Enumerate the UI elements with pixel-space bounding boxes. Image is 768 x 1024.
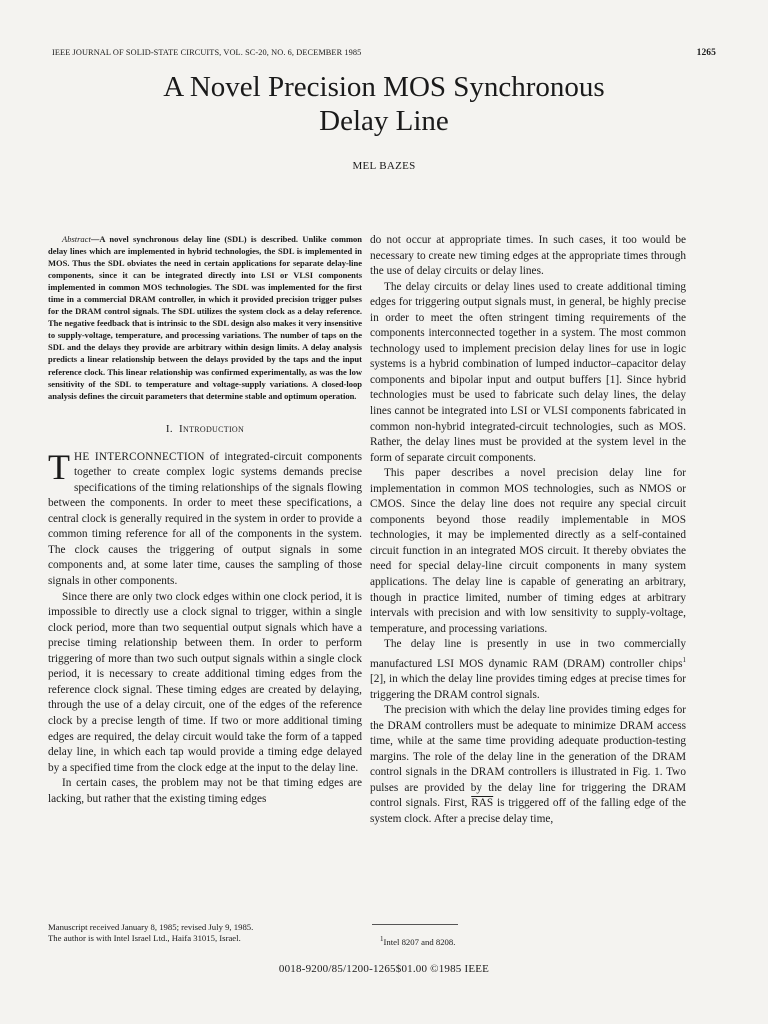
affiliation-note: The author is with Intel Israel Ltd., Haifa 31015, Israel.	[48, 932, 241, 943]
footnote-marker: 1	[682, 655, 686, 664]
footnote-mark: 1	[380, 935, 384, 943]
lead-caps: HE INTERCONNECTION	[74, 450, 205, 463]
abstract-label: Abstract	[62, 234, 91, 244]
left-body-text	[48, 446, 362, 808]
paper-title	[60, 70, 708, 138]
paragraph: do not occur at appropriate times. In such cases, it too would be necessary to create new timing edges at the appropriate times through the use of delay circuits or delay lines.	[370, 234, 686, 278]
section-title: Introduction	[179, 422, 245, 435]
author-name: MEL BAZES	[352, 160, 416, 172]
paragraph-text: is triggered off of the falling edge of the system clock. After a precise delay time,	[370, 797, 686, 825]
paragraph-text: [2], in which the delay line provides timing edges at precise times for triggering the DRAM control signals.	[370, 673, 686, 701]
paragraph-text: The delay line is presently in use in two commercially manufactured LSI MOS dynamic RAM (DRAM) controller chips	[370, 638, 686, 670]
title-line-2: Delay Line	[319, 105, 449, 137]
footnote-text: Intel 8207 and 8208.	[383, 936, 456, 947]
abstract-text: —A novel synchronous delay line (SDL) is described. Unlike common delay lines which are implemented in hybrid technologies, the SDL is implemented in MOS. Thus the SDL obviates the need in certain applications for separate delay-line components, since it can be integrated directly into LSI or VLSI components implemented in common MOS technologies. The SDL was implemented for the first time in a commercial DRAM controller, in which it provided precision trigger pulses for the DRAM control signals. The SDL utilizes the system clock as a delay reference. The negative feedback that is intrinsic to the SDL design also makes it very insensitive to supply-voltage, temperature, and processing variations. The number of taps on the SDL and the delays they provide are arbitrary within design limits. A delay analysis predicts a linear relationship between the delays provided by the taps and the input reference clock. This linear relationship was confirmed experimentally, as was the low sensitivity of the SDL to temperature and voltage-supply variations. A closed-loop analysis defines the circuit parameters that determine stable and optimum operation.	[48, 234, 362, 401]
paragraph-text: of integrated-circuit components together to create complex logic systems demands precise specifications of the timing relationships of the signals flowing between the components. In order to meet these specifications, a central clock is generally required in the system in order to provide a common timing reference for all of the components in the system. The clock causes the triggering of output signals in some components and, at some later time, causes the sampling of those signals in other components.	[48, 450, 362, 588]
paragraph: Since there are only two clock edges within one clock period, it is impossible to directly use a clock signal to trigger, within a single clock period, more than two sequential output signals which have a precise timing relationship between them. In order to perform triggering of more than two such output signals within a single clock period, it is necessary to create additional timing edges from the reference clock signal. These timing edges are created by delaying, through the use of a delay circuit, one of the edges of the reference clock by a precise length of time. If two or more additional timing edges are required, the delay circuit would take the form of a tapped delay line, in which each tap would provide a timing edge delayed by a specified time from the clock edge at the input to the delay line.	[48, 590, 362, 774]
paragraph: This paper describes a novel precision delay line for implementation in common MOS technologies, such as NMOS or CMOS. Since the delay line does not require any special circuit components beyond those readily implementable in MOS technologies, it may be implemented directly as a self-contained circuit function in an integrated MOS circuit. It thereby obviates the need for special delay-line circuit components in many system applications. The delay line is capable of generating an arbitrary, though in practice limited, number of timing edges at arbitrary intervals with precision and with low sensitivity to supply-voltage, temperature, and processing variations.	[370, 467, 686, 635]
received-note: Manuscript received January 8, 1985; revised July 9, 1985.	[48, 922, 254, 932]
ras-signal: $\overline{RAS}$	[471, 797, 494, 810]
page-number: 1265	[696, 48, 716, 58]
copyright-line: 0018-9200/85/1200-1265$01.00 ©1985 IEEE	[278, 963, 490, 975]
abstract	[48, 233, 362, 402]
paragraph	[370, 703, 686, 827]
section-number: I.	[165, 422, 173, 435]
drop-cap: T	[48, 446, 70, 487]
footnote-rule	[372, 924, 458, 925]
left-column	[48, 233, 362, 807]
chip-footnote	[380, 934, 680, 947]
paragraph: The delay circuits or delay lines used to create additional timing edges for triggering output signals must, in general, be highly precise in order to meet the often stringent timing requirements of the components interconnected together in a system. The most common technology used to implement precision delay lines for use in logic systems is a hybrid combination of lumped inductor–capacitor delay components and bipolar input and output buffers [1]. Since hybrid technologies must be used to fabricate such delay lines, the delay lines cannot be integrated into LSI or VLSI components fabricated in common non-hybrid integrated-circuit technologies, such as MOS. Rather, the delay lines must be provided at the system level in the form of separate circuit components.	[370, 280, 686, 464]
paragraph	[370, 637, 686, 703]
paragraph: In certain cases, the problem may not be that timing edges are lacking, but rather that the existing timing edges	[48, 777, 362, 805]
title-line-1: A Novel Precision MOS Synchronous	[163, 71, 605, 103]
paragraph	[48, 446, 362, 590]
paragraph-text: The precision with which the delay line provides timing edges for the DRAM controllers must be adequate to minimize DRAM access time, while at the same time providing adequate production-testing margins. The role of the delay line in the generation of the DRAM control signals in the DRAM controllers is illustrated in Fig. 1. Two pulses are provided by the delay line for triggering the DRAM control signals. First,	[370, 704, 686, 810]
running-head	[52, 48, 716, 58]
right-column	[370, 233, 686, 828]
manuscript-footnote	[48, 922, 358, 943]
right-body-text	[370, 233, 686, 828]
section-heading	[48, 423, 362, 435]
journal-citation: IEEE JOURNAL OF SOLID-STATE CIRCUITS, VOL. SC-20, NO. 6, DECEMBER 1985	[52, 48, 362, 57]
